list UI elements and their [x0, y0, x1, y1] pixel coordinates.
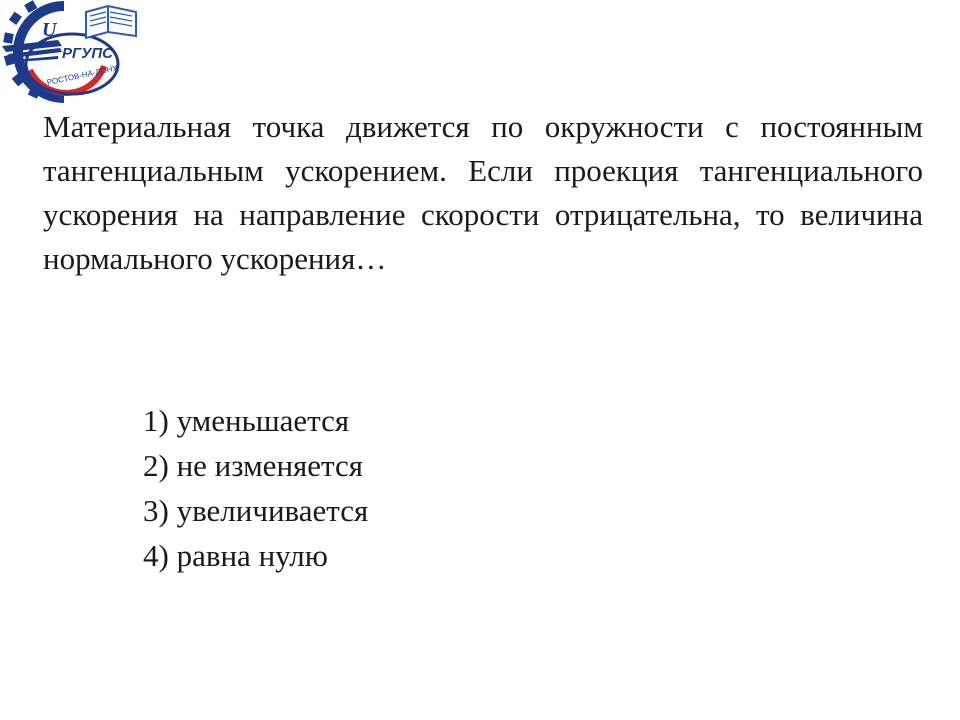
university-logo	[0, 0, 140, 104]
logo-subtext: РОСТОВ-НА-ДОНУ	[46, 63, 119, 88]
answer-option-1: 1) уменьшается	[143, 403, 350, 438]
answer-option-4: 4) равна нулю	[143, 538, 328, 573]
logo-text: РГУПС	[62, 45, 113, 62]
answer-list	[143, 398, 368, 578]
rgups-logo-icon	[0, 0, 140, 104]
question-text: Материальная точка движется по окружности с постоянным тангенциальным ускорением. Если проекция тангенциального ускорения на направление скорости отрицательна, то величина нормального ускорения…	[43, 109, 923, 276]
logo-letter: U	[42, 19, 57, 41]
answer-option-2: 2) не изменяется	[143, 448, 363, 483]
answer-option-3: 3) увеличивается	[143, 493, 369, 528]
